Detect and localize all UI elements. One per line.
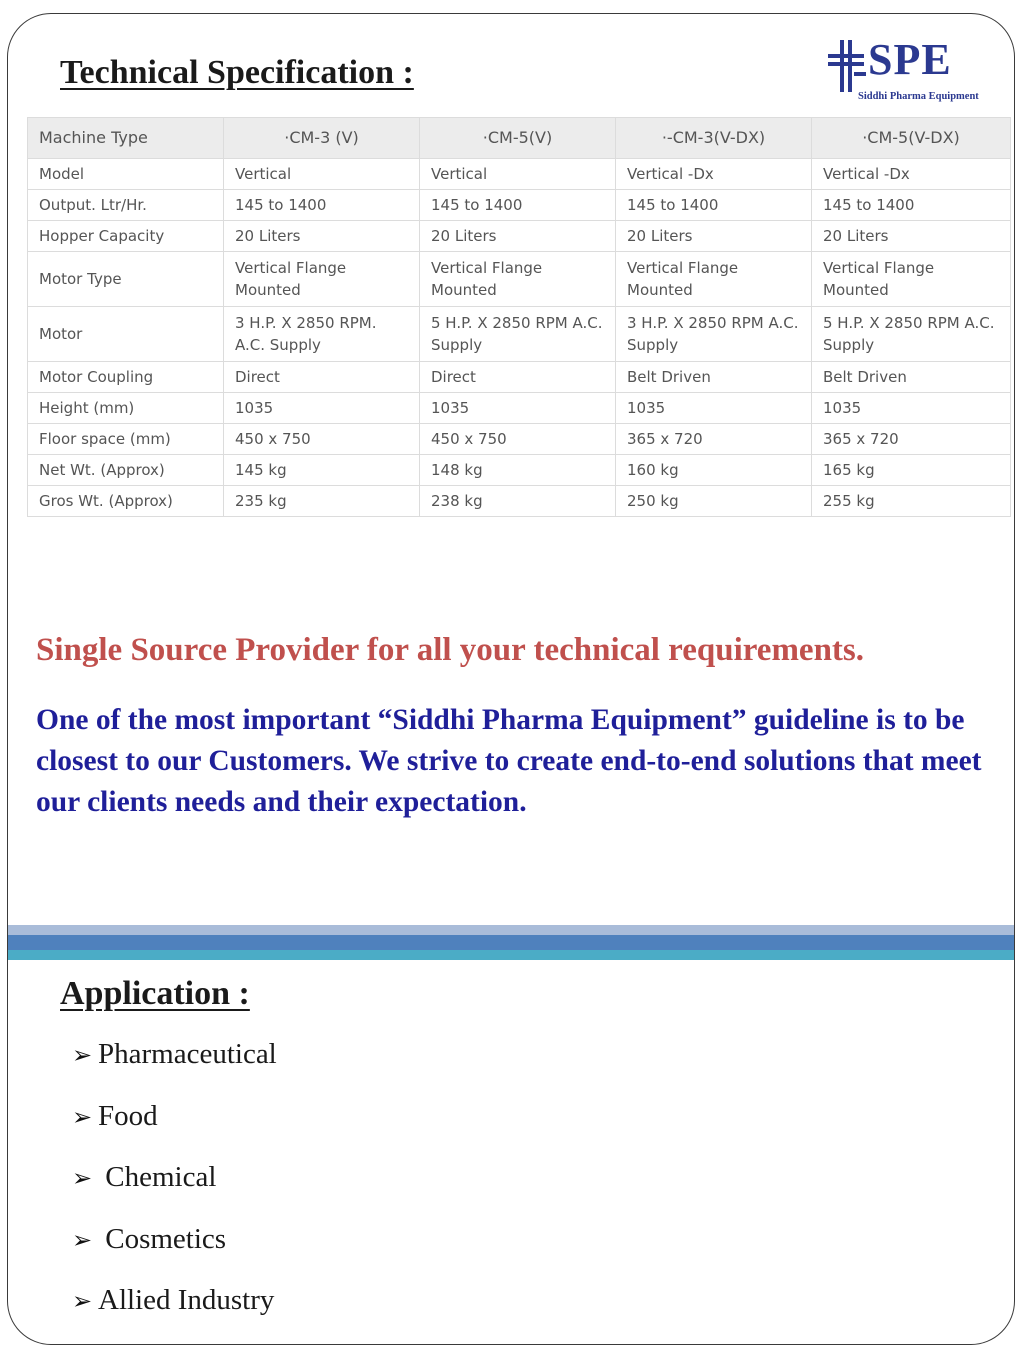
application-item-label: Food (98, 1099, 158, 1132)
list-item (72, 1221, 277, 1283)
table-cell: 450 x 750 (420, 424, 616, 455)
slide-frame (7, 13, 1015, 1345)
table-cell: 1035 (224, 393, 420, 424)
table-cell: 5 H.P. X 2850 RPM A.C. Supply (420, 307, 616, 362)
header-cm3vdx: ·-CM-3(V-DX) (616, 118, 812, 159)
table-row (28, 190, 1011, 221)
table-cell: Belt Driven (812, 362, 1011, 393)
arrow-bullet-icon: ➢ (72, 1166, 93, 1192)
table-cell: 1035 (812, 393, 1011, 424)
application-list (72, 1036, 277, 1344)
table-cell: Vertical Flange Mounted (420, 252, 616, 307)
header-cm3v: ·CM-3 (V) (224, 118, 420, 159)
logo-text: SPE (868, 35, 952, 84)
list-item (72, 1159, 277, 1221)
table-cell: 1035 (420, 393, 616, 424)
table-cell: 20 Liters (420, 221, 616, 252)
table-cell: Vertical Flange Mounted (616, 252, 812, 307)
row-label: Motor Coupling (28, 362, 224, 393)
arrow-bullet-icon: ➢ (72, 1227, 93, 1254)
row-label: Output. Ltr/Hr. (28, 190, 224, 221)
table-row (28, 252, 1011, 307)
table-cell: 145 to 1400 (616, 190, 812, 221)
application-item-label: Pharmaceutical (98, 1038, 277, 1070)
row-label: Floor space (mm) (28, 424, 224, 455)
application-title: Application : (60, 975, 250, 1012)
list-item (72, 1282, 277, 1344)
row-label: Motor (28, 307, 224, 362)
tagline: Single Source Provider for all your technical requirements. (36, 632, 865, 668)
row-label: Motor Type (28, 252, 224, 307)
table-cell: Vertical Flange Mounted (224, 252, 420, 307)
row-label: Net Wt. (Approx) (28, 455, 224, 486)
list-item (72, 1098, 277, 1160)
table-cell: 3 H.P. X 2850 RPM A.C. Supply (616, 307, 812, 362)
spec-table (27, 117, 1011, 517)
spec-header-row (28, 118, 1011, 159)
table-cell: Vertical -Dx (812, 159, 1011, 190)
table-cell: 145 to 1400 (812, 190, 1011, 221)
table-cell: 148 kg (420, 455, 616, 486)
table-cell: Vertical (224, 159, 420, 190)
application-item-label: Chemical (105, 1161, 217, 1193)
table-cell: 1035 (616, 393, 812, 424)
table-cell: 145 kg (224, 455, 420, 486)
intro-paragraph: One of the most important “Siddhi Pharma Equipment” guideline is to be closest to our Customers. We strive to create end-to-end solutions that meet our clients needs and their expectation. (36, 704, 982, 818)
arrow-bullet-icon: ➢ (72, 1289, 93, 1315)
table-cell: 235 kg (224, 486, 420, 517)
arrow-bullet-icon: ➢ (72, 1104, 93, 1131)
application-item-label: Allied Industry (98, 1284, 275, 1316)
table-cell: 250 kg (616, 486, 812, 517)
table-row (28, 221, 1011, 252)
table-cell: 20 Liters (616, 221, 812, 252)
table-cell: Belt Driven (616, 362, 812, 393)
table-row (28, 455, 1011, 486)
table-cell: 145 to 1400 (224, 190, 420, 221)
table-cell: 160 kg (616, 455, 812, 486)
table-cell: 450 x 750 (224, 424, 420, 455)
header-cm5vdx: ·CM-5(V-DX) (812, 118, 1011, 159)
logo-subtitle: Siddhi Pharma Equipment (858, 91, 979, 102)
table-cell: 365 x 720 (616, 424, 812, 455)
application-item-label: Cosmetics (105, 1222, 227, 1255)
table-cell: 255 kg (812, 486, 1011, 517)
table-cell: 20 Liters (224, 221, 420, 252)
table-row (28, 362, 1011, 393)
row-label: Hopper Capacity (28, 221, 224, 252)
logo-mark-icon (828, 40, 868, 92)
table-cell: Direct (420, 362, 616, 393)
company-logo (828, 36, 998, 106)
header-machine-type: Machine Type (28, 118, 224, 159)
table-row (28, 424, 1011, 455)
row-label: Model (28, 159, 224, 190)
list-item (72, 1036, 277, 1098)
table-cell: 365 x 720 (812, 424, 1011, 455)
table-cell: Vertical (420, 159, 616, 190)
table-cell: 3 H.P. X 2850 RPM. A.C. Supply (224, 307, 420, 362)
header-cm5v: ·CM-5(V) (420, 118, 616, 159)
divider-band-blue (8, 935, 1014, 950)
table-cell: 20 Liters (812, 221, 1011, 252)
row-label: Gros Wt. (Approx) (28, 486, 224, 517)
arrow-bullet-icon: ➢ (72, 1043, 93, 1069)
table-cell: 145 to 1400 (420, 190, 616, 221)
table-row (28, 159, 1011, 190)
table-cell: 165 kg (812, 455, 1011, 486)
table-cell: Vertical -Dx (616, 159, 812, 190)
table-row (28, 486, 1011, 517)
divider-band-light (8, 925, 1014, 935)
page-title: Technical Specification : (60, 54, 414, 91)
row-label: Height (mm) (28, 393, 224, 424)
table-cell: Direct (224, 362, 420, 393)
table-cell: Vertical Flange Mounted (812, 252, 1011, 307)
divider-band-teal (8, 950, 1014, 960)
table-row (28, 307, 1011, 362)
table-cell: 5 H.P. X 2850 RPM A.C. Supply (812, 307, 1011, 362)
table-cell: 238 kg (420, 486, 616, 517)
table-row (28, 393, 1011, 424)
